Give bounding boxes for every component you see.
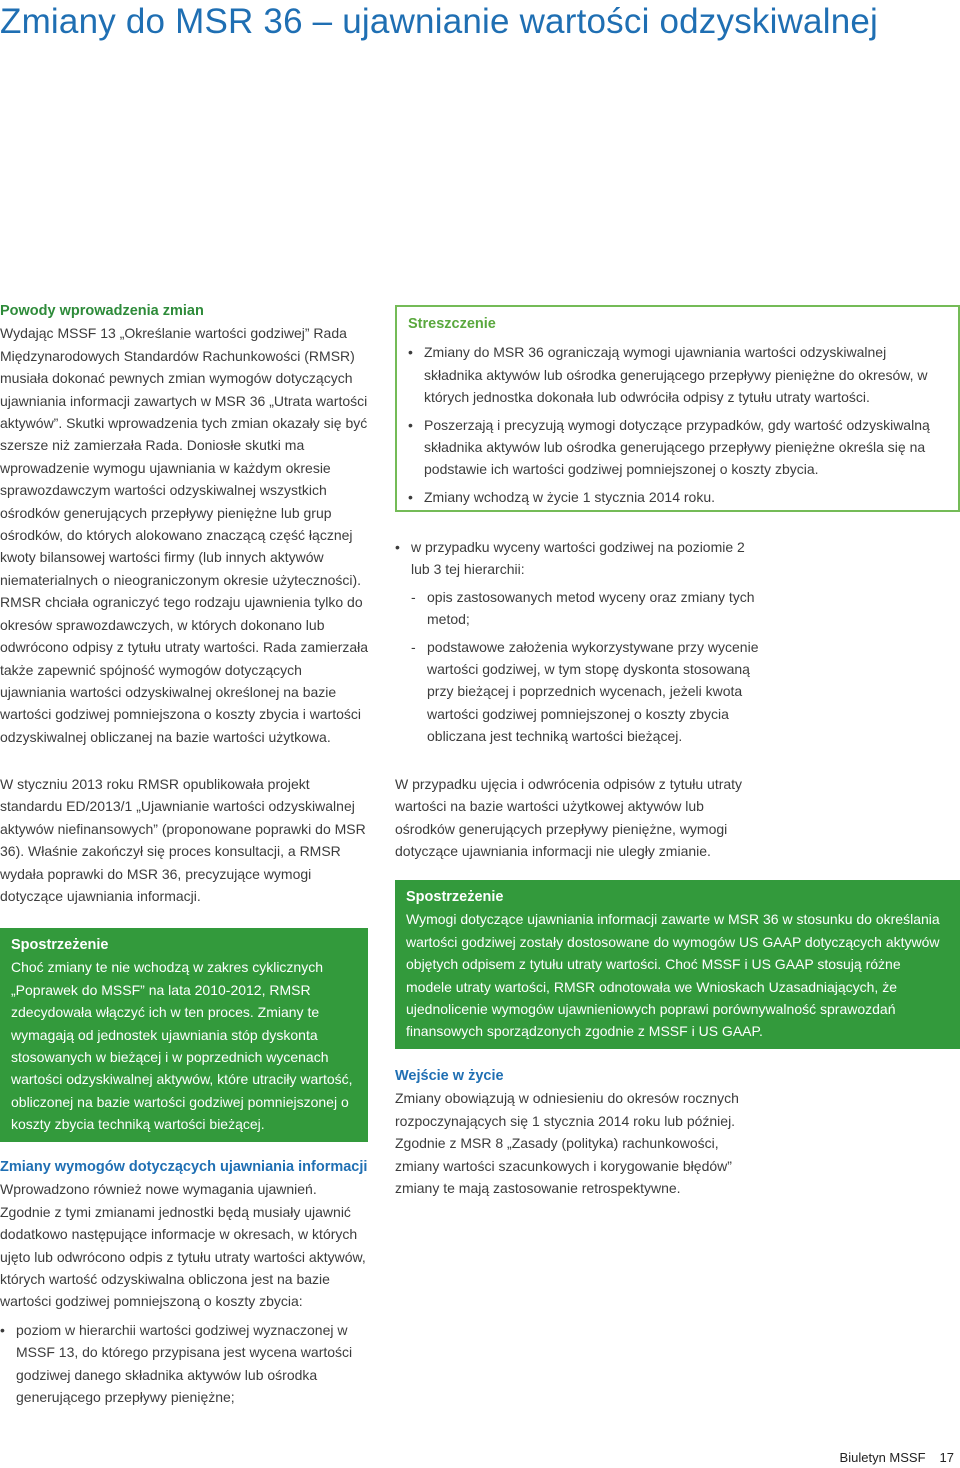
publication-name: Biuletyn MSSF (839, 1450, 926, 1465)
summary-list (408, 341, 948, 508)
page-title: Zmiany do MSR 36 – ujawnianie wartości odzyskiwalnej (0, 2, 878, 41)
list-item: • Poszerzają i precyzują wymogi dotyczące przypadków, gdy wartość odzyskiwalną składnika aktywów lub ośrodka generującego przepływy pieniężne określa się na podstawie ich wartości godziwej pomniejszonej o koszty zbycia. (408, 414, 948, 481)
changes-heading: Zmiany wymogów dotyczących ujawniania informacji (0, 1159, 368, 1175)
sub-list-item: - podstawowe założenia wykorzystywane przy wycenie wartości godziwej, w tym stopę dyskonta stosowaną przy bieżącej i poprzednich wycenach, jeżeli kwota wartości godziwej pomniejszonej o koszty zbycia obliczana jest techniką wartości bieżącej. (411, 636, 765, 748)
page-number: 17 (939, 1450, 954, 1465)
insight-heading: Spostrzeżenie (406, 889, 504, 905)
list-item: • poziom w hierarchii wartości godziwej wyznaczonej w MSSF 13, do którego przypisana jest wycena wartości godziwej danego składnika aktywów lub ośrodka generującego przepływy pieniężne; (0, 1319, 370, 1409)
list-item: • Zmiany wchodzą w życie 1 stycznia 2014 roku. (408, 486, 948, 508)
insight-text: Choć zmiany te nie wchodzą w zakres cyklicznych „Poprawek do MSSF” na lata 2010-2012, RMSR zdecydowała włączyć ich w ten proces. Zmiany te wymagają od jednostek ujawniania stóp dyskonta stosowanych w bieżącej i w poprzednich wycenach wartości odzyskiwalnej aktywów, które utraciły wartość, obliczonej na bazie wartości godziwej pomniejszonej o koszty zbycia techniką wartości bieżącej. (11, 959, 353, 1133)
intro-text: Wydając MSSF 13 „Określanie wartości godziwej” Rada Międzynarodowych Standardów Rachunkowości (RMSR) musiała dokonać pewnych zmian wymogów dotyczących ujawniania informacji zawartych w MSR 36 „Utrata wartości aktywów”. Skutki wprowadzenia tych zmian okazały się być szersze niż zamierzała Rada. Doniosłe skutki ma wprowadzenie wymogu ujawniania w każdym okresie sprawozdawczym wartości odzyskiwalnej wszystkich ośrodków generujących przepływy pieniężne lub grup ośrodków, do których alokowano znaczącą część łącznej kwoty bilansowej wartości firmy (lub innych aktywów niematerialnych o nieograniczonym okresie użyteczności). RMSR chciała ograniczyć tego rodzaju ujawnienia tylko do okresów sprawozdawczych, w których dokonano lub odwrócono odpisy z tytułu utraty wartości. Rada zamierzała także zapewnić spójność wymogów dotyczących ujawniania wartości odzyskiwalnej określonej na bazie wartości godziwej pomniejszona o koszty zbycia i wartości odzyskiwalnej obliczanej na bazie wartości użytkowa. (0, 325, 369, 745)
insight-box-right (395, 880, 960, 1049)
insight-text: Wymogi dotyczące ujawniania informacji zawarte w MSR 36 w stosunku do określania wartości godziwej zostały dostosowane do wymogów US GAAP dotyczących aktywów objętych odpisem z tytułu utraty wartości. Choć MSSF i US GAAP stosują różne modele utraty wartości, RMSR odnotowała we Wnioskach Uzasadniających, że ujednolicenie wymogów ujawnieniowych poprawi porównywalność sprawozdań finansowych sporządzonych zgodnie z MSSF i US GAAP. (406, 911, 940, 1040)
summary-box (395, 305, 960, 512)
effective-section (395, 1065, 765, 1199)
sub-list (411, 586, 765, 748)
intro-heading: Powody wprowadzenia zmian (0, 303, 204, 319)
left-mid-text: W styczniu 2013 roku RMSR opublikowała projekt standardu ED/2013/1 „Ujawnianie wartości odzyskiwalnej aktywów niefinansowych” (proponowane poprawki do MSR 36). Właśnie zakończył się proces konsultacji, a RMSR wydała poprawki do MSR 36, precyzujące wymogi dotyczące ujawniania informacji. (0, 776, 366, 905)
sub-list-item: - opis zastosowanych metod wyceny oraz zmiany tych metod; (411, 586, 765, 631)
right-mid-section (395, 773, 765, 863)
right-list-section (395, 536, 765, 748)
insight-heading: Spostrzeżenie (11, 937, 109, 953)
changes-text: Wprowadzono również nowe wymagania ujawnień. Zgodnie z tymi zmianami jednostki będą musiały ujawnić dodatkowo następujące informacje w okresach, w których ujęto lub odwrócono odpis z tytułu utraty wartości aktywów, których wartość odzyskiwalna obliczona jest na bazie wartości godziwej pomniejszoną o koszty zbycia: (0, 1181, 366, 1310)
intro-section (0, 300, 370, 748)
changes-section (0, 1156, 370, 1408)
list-item (395, 536, 765, 748)
page-footer (840, 1450, 954, 1465)
effective-text: Zmiany obowiązują w odniesieniu do okresów rocznych rozpoczynających się 1 stycznia 2014 roku lub później. Zgodnie z MSR 8 „Zasady (polityka) rachunkowości, zmiany wartości szacunkowych i korygowanie błędów” zmiany te mają zastosowanie retrospektywne. (395, 1090, 739, 1197)
list-item: • Zmiany do MSR 36 ograniczają wymogi ujawniania wartości odzyskiwalnej składnika aktywów lub ośrodka generującego przepływy pieniężne do okresów, w których jednostka dokonała lub odwróciła odpisy z tytułu utraty wartości. (408, 341, 948, 408)
list-item-text: w przypadku wyceny wartości godziwej na poziomie 2 lub 3 tej hierarchii: (411, 539, 745, 578)
right-mid-text: W przypadku ujęcia i odwrócenia odpisów z tytułu utraty wartości na bazie wartości użytkowej aktywów lub ośrodków generujących przepływy pieniężne, wymogi dotyczące ujawniania informacji nie uległy zmianie. (395, 776, 743, 860)
left-mid-section (0, 773, 370, 907)
summary-heading: Streszczenie (408, 316, 496, 332)
fair-value-list (395, 536, 765, 748)
changes-list (0, 1319, 370, 1409)
effective-heading: Wejście w życie (395, 1068, 504, 1084)
insight-box-left (0, 928, 368, 1142)
